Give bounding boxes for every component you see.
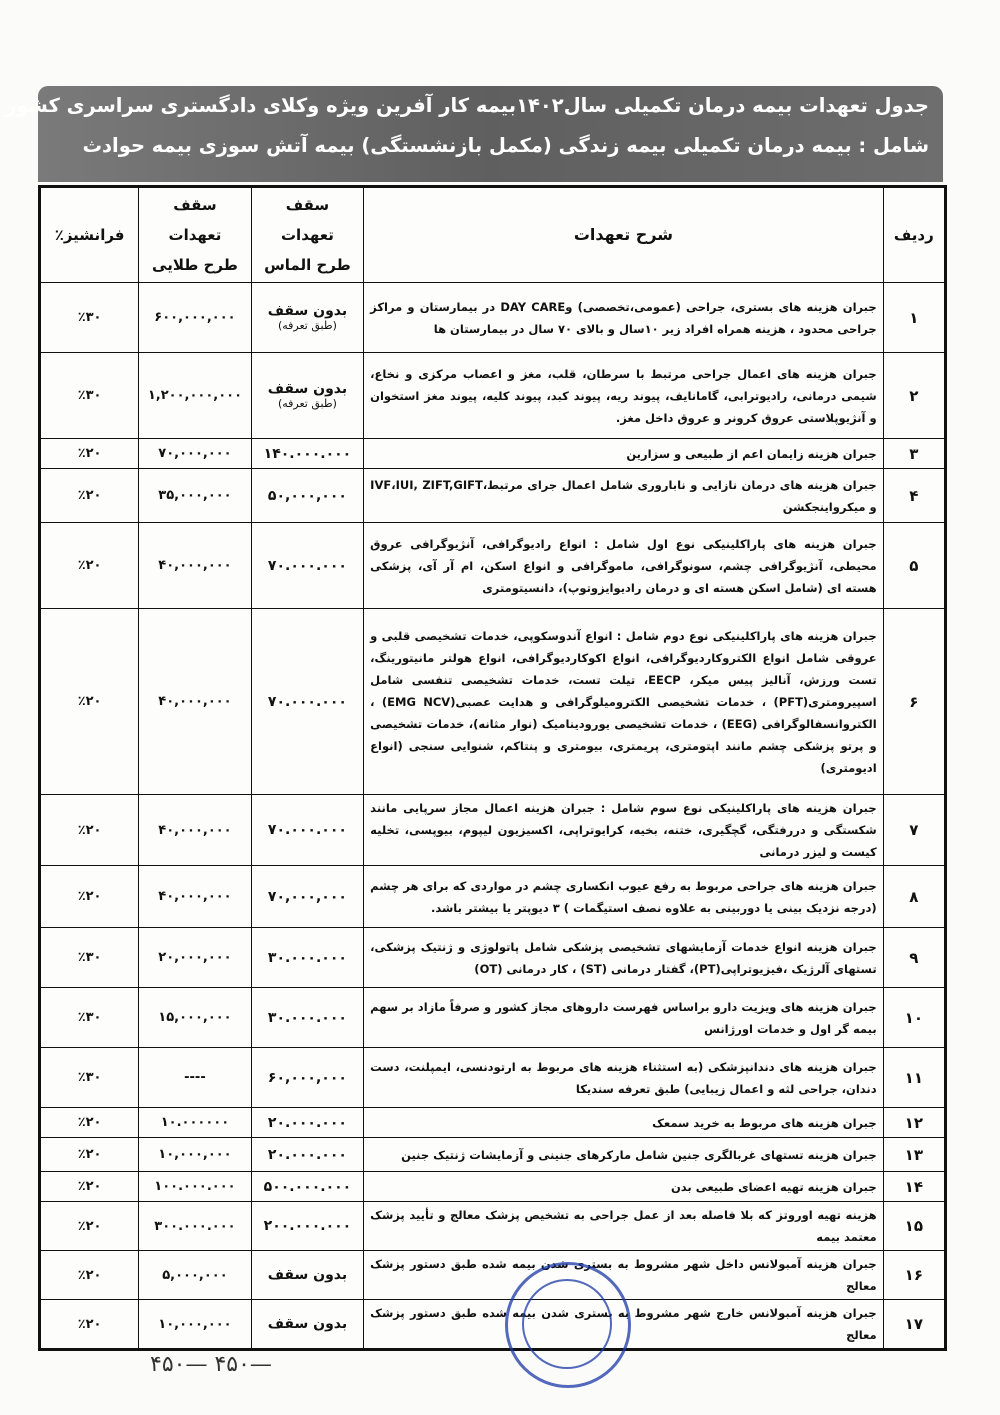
row-diamond-limit xyxy=(251,469,363,523)
row-index: ۴ xyxy=(883,469,944,523)
row-franchise: ٪۲۰ xyxy=(41,1138,139,1172)
row-diamond-limit xyxy=(251,928,363,988)
row-gold-limit: ۳۵,۰۰۰,۰۰۰ xyxy=(139,469,251,523)
row-franchise: ٪۳۰ xyxy=(41,1048,139,1108)
row-franchise: ٪۲۰ xyxy=(41,609,139,795)
row-gold-limit: ۱۵,۰۰۰,۰۰۰ xyxy=(139,988,251,1048)
table-row xyxy=(41,469,945,523)
row-gold-limit: ۳۰۰.۰۰۰.۰۰۰ xyxy=(139,1202,251,1251)
column-header-franchise: فرانشیز٪ xyxy=(41,188,139,283)
diamond-limit-value: ۳۰.۰۰۰.۰۰۰ xyxy=(267,949,347,966)
diamond-limit-value: ۵۰۰.۰۰۰.۰۰۰ xyxy=(263,1178,352,1195)
diamond-limit-note: (طبق تعرفه) xyxy=(277,397,337,410)
row-index: ۹ xyxy=(883,928,944,988)
row-index: ۷ xyxy=(883,795,944,866)
row-gold-limit: ۱۰,۰۰۰,۰۰۰ xyxy=(139,1300,251,1349)
diamond-limit-note: (طبق تعرفه) xyxy=(277,319,337,332)
row-gold-limit: ۶۰۰,۰۰۰,۰۰۰ xyxy=(139,283,251,353)
row-description: جبران هزینه تهیه اعضای طبیعی بدن xyxy=(364,1172,883,1202)
row-gold-limit: ۱۰,۰۰۰,۰۰۰ xyxy=(139,1138,251,1172)
diamond-limit-value: ۷۰.۰۰۰.۰۰۰ xyxy=(267,557,347,574)
row-index: ۱ xyxy=(883,283,944,353)
table-row xyxy=(41,1048,945,1108)
row-description: هزینه تهیه اوروتز که بلا فاصله بعد از عمل جراحی به تشخیص پزشک معالج و تأیید پزشک معتمد بیمه xyxy=(364,1202,883,1251)
row-gold-limit: ۱۰۰.۰۰۰.۰۰۰ xyxy=(139,1172,251,1202)
diamond-limit-value: ۲۰۰.۰۰۰.۰۰۰ xyxy=(263,1218,352,1234)
row-franchise: ٪۲۰ xyxy=(41,1300,139,1349)
table-row xyxy=(41,1251,945,1300)
row-diamond-limit xyxy=(251,1108,363,1138)
table-row xyxy=(41,795,945,866)
row-index: ۱۲ xyxy=(883,1108,944,1138)
row-description: جبران هزینه انواع خدمات آزمایشهای تشخیصی پزشکی شامل پاتولوژی و ژنتیک پزشکی، تستهای آلرژیک ،فیزیوتراپی(PT)، گفتار درمانی (ST) ، کار درمانی (OT) xyxy=(364,928,883,988)
row-gold-limit: ۴۰,۰۰۰,۰۰۰ xyxy=(139,795,251,866)
row-franchise: ٪۲۰ xyxy=(41,469,139,523)
table-row xyxy=(41,928,945,988)
diamond-limit-value: ۷۰.۰۰۰.۰۰۰ xyxy=(267,693,347,710)
diamond-limit-value: بدون سقف xyxy=(267,1316,348,1332)
table-row xyxy=(41,283,945,353)
row-franchise: ٪۲۰ xyxy=(41,439,139,469)
row-gold-limit: ۱,۲۰۰,۰۰۰,۰۰۰ xyxy=(139,353,251,439)
diamond-limit-value: ۲۰.۰۰۰.۰۰۰ xyxy=(267,1146,347,1163)
header-subtitle: شامل : بیمه درمان تکمیلی بیمه زندگی (مکمل بازنشستگی) بیمه آتش سوزی بیمه حوادث xyxy=(82,134,929,157)
diamond-limit-value: بدون سقف xyxy=(267,303,348,319)
row-gold-limit: ۷۰,۰۰۰,۰۰۰ xyxy=(139,439,251,469)
row-description: جبران هزینه های پاراکلینیکی نوع دوم شامل : انواع آندوسکوپی، خدمات تشخیصی قلبی و عروقی شامل انواع الکتروکاردیوگرافی، انواع اکوکاردیوگرافی، انواع هولتر مانیتورینگ، تست ورزش، آنالیز پیس میکر، EECP، تیلت تست، خدمات تشخیصی تنفسی شامل اسپیرومتری(PFT) ، خدمات تشخیصی الکترومیلوگرافی و هدایت عصبی(EMG NCV) ، الکتروانسفالوگرافی (EEG) ، خدمات تشخیصی یورودینامیک (نوار مثانه)، خدمات تشخیصی و پرتو پزشکی چشم مانند اپتومتری، پریمتری، بیومتری و پنتاکم، شنوایی سنجی (انواع ادیومتری) xyxy=(364,609,883,795)
row-franchise: ٪۳۰ xyxy=(41,988,139,1048)
row-index: ۱۵ xyxy=(883,1202,944,1251)
diamond-limit-value: ۶۰,۰۰۰,۰۰۰ xyxy=(267,1069,347,1086)
column-header-diamond-line1: سقف تعهدات xyxy=(280,196,334,244)
row-franchise: ٪۲۰ xyxy=(41,1108,139,1138)
table-row xyxy=(41,439,945,469)
diamond-limit-value: ۳۰.۰۰۰.۰۰۰ xyxy=(267,1009,347,1026)
row-index: ۸ xyxy=(883,866,944,928)
diamond-limit-value: ۷۰,۰۰۰,۰۰۰ xyxy=(267,888,347,905)
table-row xyxy=(41,1202,945,1251)
row-gold-limit: ۱۰.۰۰۰۰۰۰ xyxy=(139,1108,251,1138)
row-diamond-limit xyxy=(251,988,363,1048)
row-index: ۳ xyxy=(883,439,944,469)
row-franchise: ٪۲۰ xyxy=(41,1202,139,1251)
row-gold-limit: ۴۰,۰۰۰,۰۰۰ xyxy=(139,866,251,928)
table-row xyxy=(41,1300,945,1349)
row-index: ۱۶ xyxy=(883,1251,944,1300)
row-diamond-limit xyxy=(251,353,363,439)
row-index: ۶ xyxy=(883,609,944,795)
seal-stamp xyxy=(505,1262,631,1388)
row-index: ۱۰ xyxy=(883,988,944,1048)
row-index: ۲ xyxy=(883,353,944,439)
row-description: جبران هزینه های اعمال جراحی مرتبط با سرطان، قلب، مغز و اعصاب مرکزی و نخاع، شیمی درمانی، رادیوترابی، گامانایف، پیوند ریه، پیوند کبد، پیوند کلیه، پیوند مغز استخوان و آنژیوپلاستی عروق کرونر و عروق داخل مغز. xyxy=(364,353,883,439)
row-diamond-limit xyxy=(251,866,363,928)
row-franchise: ٪۳۰ xyxy=(41,353,139,439)
row-description: جبران هزینه آمبولانس داخل شهر مشروط به بستری شدن بیمه شده طبق دستور پزشک معالج xyxy=(364,1251,883,1300)
row-franchise: ٪۲۰ xyxy=(41,1251,139,1300)
row-gold-limit: ---- xyxy=(139,1048,251,1108)
column-header-diamond xyxy=(251,188,363,283)
row-description: جبران هزینه های دندانپزشکی (به استثناء هزینه های مربوط به ارتودنسی، ایمپلنت، دست دندان، جراحی لثه و اعمال زیبایی) طبق تعرفه سندیکا xyxy=(364,1048,883,1108)
column-header-gold xyxy=(139,188,251,283)
row-description: جبران هزینه های جراحی مربوط به رفع عیوب انکساری چشم در مواردی که برای هر چشم (درجه نزدیک بینی یا دوربینی به علاوه نصف استیگمات ) ۳ دیوپتر یا بیشتر باشد. xyxy=(364,866,883,928)
table-row xyxy=(41,353,945,439)
row-franchise: ٪۲۰ xyxy=(41,795,139,866)
row-description: جبران هزینه تستهای غربالگری جنین شامل مارکرهای جنینی و آزمایشات ژنتیک جنین xyxy=(364,1138,883,1172)
row-franchise: ٪۳۰ xyxy=(41,283,139,353)
row-diamond-limit xyxy=(251,1251,363,1300)
row-diamond-limit xyxy=(251,523,363,609)
row-description: جبران هزینه های درمان نازایی و ناباروری شامل اعمال جرای مرتبط،IVF،IUI, ZIFT,GIFT و میکرواینجکشن xyxy=(364,469,883,523)
row-gold-limit: ۴۰,۰۰۰,۰۰۰ xyxy=(139,523,251,609)
row-diamond-limit xyxy=(251,609,363,795)
table-row xyxy=(41,866,945,928)
column-header-gold-line1: سقف تعهدات xyxy=(168,196,222,244)
diamond-limit-value: ۷۰.۰۰۰.۰۰۰ xyxy=(267,822,347,838)
row-index: ۱۱ xyxy=(883,1048,944,1108)
row-diamond-limit xyxy=(251,439,363,469)
row-diamond-limit xyxy=(251,795,363,866)
row-index: ۱۳ xyxy=(883,1138,944,1172)
row-diamond-limit xyxy=(251,1172,363,1202)
diamond-limit-value: ۵۰,۰۰۰,۰۰۰ xyxy=(267,487,347,504)
row-gold-limit: ۲۰,۰۰۰,۰۰۰ xyxy=(139,928,251,988)
table-row xyxy=(41,1108,945,1138)
row-gold-limit: ۴۰,۰۰۰,۰۰۰ xyxy=(139,609,251,795)
row-description: جبران هزینه های پاراکلینیکی نوع سوم شامل : جبران هزینه اعمال مجاز سرپایی مانند شکستگی و دررفتگی، گچگیری، ختنه، بخیه، کرایوتراپی، اکسیزیون لیپوم، بیوپسی، تخلیه کیست و لیزر درمانی xyxy=(364,795,883,866)
row-description: جبران هزینه های پاراکلینیکی نوع اول شامل : انواع رادیوگرافی، آنژیوگرافی عروق محیطی، آنژیوگرافی چشم، سونوگرافی، ماموگرافی و انواع اسکن، ام آر آی، پزشکی هسته ای (شامل اسکن هسته ای و درمان رادیوایزوتوپ)، دانسیتومتری xyxy=(364,523,883,609)
diamond-limit-value: ۱۴۰.۰۰۰.۰۰۰ xyxy=(263,445,352,462)
row-description: جبران هزینه های مربوط به خرید سمعک xyxy=(364,1108,883,1138)
diamond-limit-value: بدون سقف xyxy=(267,1267,348,1283)
table-row xyxy=(41,1138,945,1172)
row-gold-limit: ۵,۰۰۰,۰۰۰ xyxy=(139,1251,251,1300)
coverage-table xyxy=(38,185,947,1351)
row-franchise: ٪۲۰ xyxy=(41,1172,139,1202)
row-description: جبران هزینه های ویزیت دارو براساس فهرست داروهای مجاز کشور و صرفاً مازاد بر سهم بیمه گر اول و خدمات اورژانس xyxy=(364,988,883,1048)
column-header-gold-line2: طرح طلایی xyxy=(152,256,238,274)
handwritten-note: ۴۵۰— ۴۵۰— xyxy=(150,1352,272,1377)
document-header xyxy=(5,86,943,182)
row-diamond-limit xyxy=(251,1202,363,1251)
row-diamond-limit xyxy=(251,283,363,353)
column-header-diamond-line2: طرح الماس xyxy=(264,256,351,274)
row-franchise: ٪۳۰ xyxy=(41,928,139,988)
row-diamond-limit xyxy=(251,1138,363,1172)
column-header-description: شرح تعهدات xyxy=(364,188,883,283)
diamond-limit-value: بدون سقف xyxy=(267,381,348,397)
row-index: ۱۷ xyxy=(883,1300,944,1349)
table-row xyxy=(41,1172,945,1202)
column-header-index: ردیف xyxy=(883,188,944,283)
row-diamond-limit xyxy=(251,1048,363,1108)
row-diamond-limit xyxy=(251,1300,363,1349)
table-row xyxy=(41,609,945,795)
table-row xyxy=(41,988,945,1048)
row-franchise: ٪۲۰ xyxy=(41,523,139,609)
row-description: جبران هزینه زایمان اعم از طبیعی و سزارین xyxy=(364,439,883,469)
row-index: ۱۴ xyxy=(883,1172,944,1202)
table-row xyxy=(41,523,945,609)
row-description: جبران هزینه های بستری، جراحی (عمومی،تخصصی) وDAY CARE در بیمارستان و مراکز جراحی محدود ، هزینه همراه افراد زیر ۱۰سال و بالای ۷۰ سال در بیمارستان ها xyxy=(364,283,883,353)
header-title: جدول تعهدات بیمه درمان تکمیلی سال۱۴۰۲بیمه کار آفرین ویژه وکلای دادگستری سراسری کشور xyxy=(5,94,929,117)
diamond-limit-value: ۲۰.۰۰۰.۰۰۰ xyxy=(267,1114,347,1131)
row-franchise: ٪۲۰ xyxy=(41,866,139,928)
row-index: ۵ xyxy=(883,523,944,609)
row-description: جبران هزینه آمبولانس خارج شهر مشروط به بستری شدن بیمه شده طبق دستور پزشک معالج xyxy=(364,1300,883,1349)
